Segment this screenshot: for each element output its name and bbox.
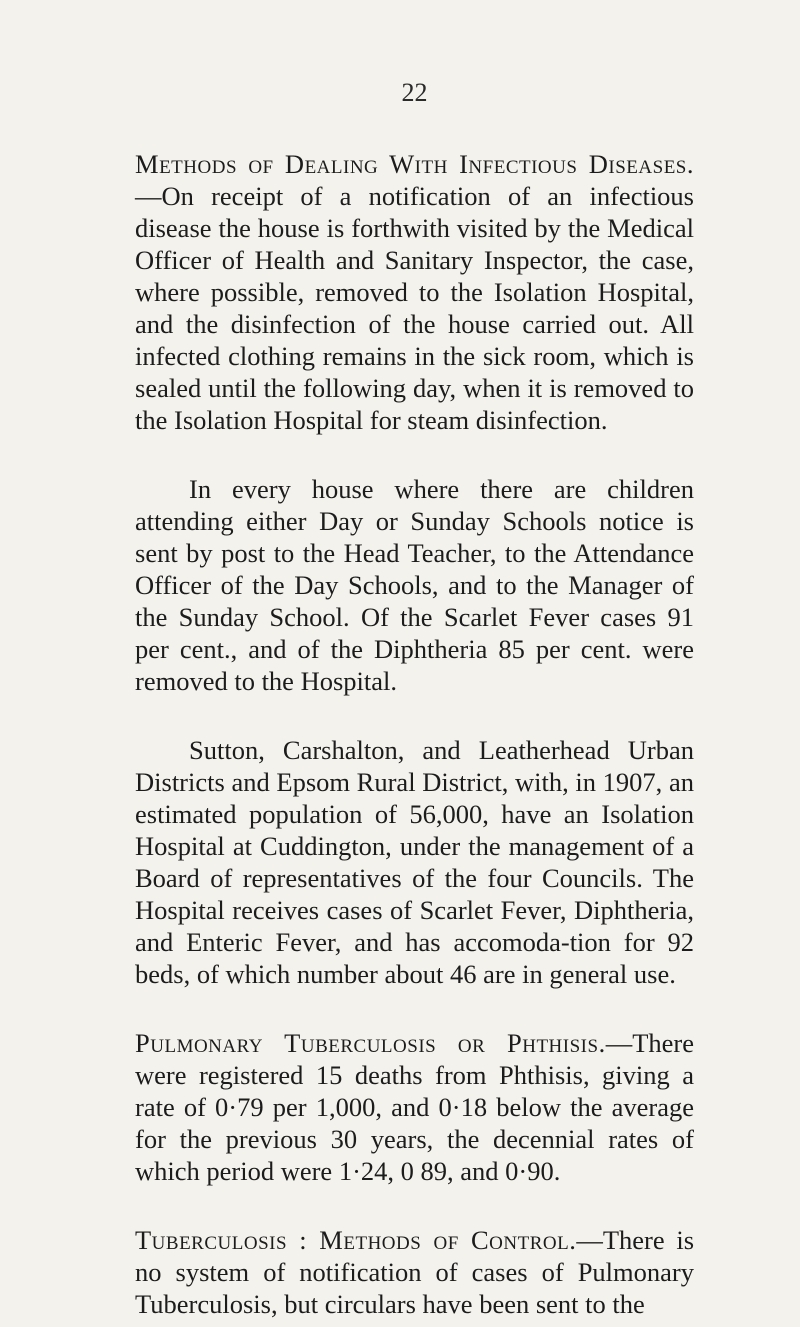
paragraph-tuberculosis-control bbox=[135, 1224, 694, 1320]
section-heading-methods: Methods of Dealing With Infectious Diseases. bbox=[135, 149, 694, 179]
paragraph-body: —There were registered 15 deaths from Phthisis, giving a rate of 0·79 per 1,000, and 0·18 below the average for the previous 30 years, the decennial rates of which period were 1·24, 0 89, and 0·90. bbox=[135, 1028, 694, 1186]
paragraph-methods-of-dealing bbox=[135, 148, 694, 436]
paragraph-pulmonary-tuberculosis bbox=[135, 1027, 694, 1187]
paragraph-body: —On receipt of a notification of an infectious disease the house is forthwith visited by the Medical Officer of Health and Sanitary Inspector, the case, where possible, removed to the Isolation Hospital, and the disinfection of the house carried out. All infected clothing remains in the sick room, which is sealed until the following day, when it is removed to the Isolation Hospital for steam disinfection. bbox=[135, 181, 694, 435]
section-heading-pulmonary: Pulmonary Tuberculosis or Phthisis. bbox=[135, 1028, 606, 1058]
section-heading-control: Tuberculosis : Methods of Control. bbox=[135, 1225, 577, 1255]
paragraph-isolation-hospital bbox=[135, 734, 694, 990]
paragraph-school-notice bbox=[135, 473, 694, 697]
paragraph-body: In every house where there are children attending either Day or Sunday Schools notice is sent by post to the Head Teacher, to the Attendance Officer of the Day Schools, and to the Manager of the Sunday School. Of the Scarlet Fever cases 91 per cent., and of the Diphtheria 85 per cent. were removed to the Hospital. bbox=[135, 474, 694, 696]
paragraph-body: —There is no system of notification of cases of Pulmonary Tuberculosis, but circulars have been sent to the bbox=[135, 1225, 695, 1319]
page-number: 22 bbox=[401, 78, 428, 107]
paragraph-body: Sutton, Carshalton, and Leatherhead Urban Districts and Epsom Rural District, with, in 1907, an estimated population of 56,000, have an Isolation Hospital at Cuddington, under the management of a Board of representatives of the four Councils. The Hospital receives cases of Scarlet Fever, Diphtheria, and Enteric Fever, and has accomoda-tion for 92 beds, of which number about 46 are in general use. bbox=[135, 735, 694, 989]
